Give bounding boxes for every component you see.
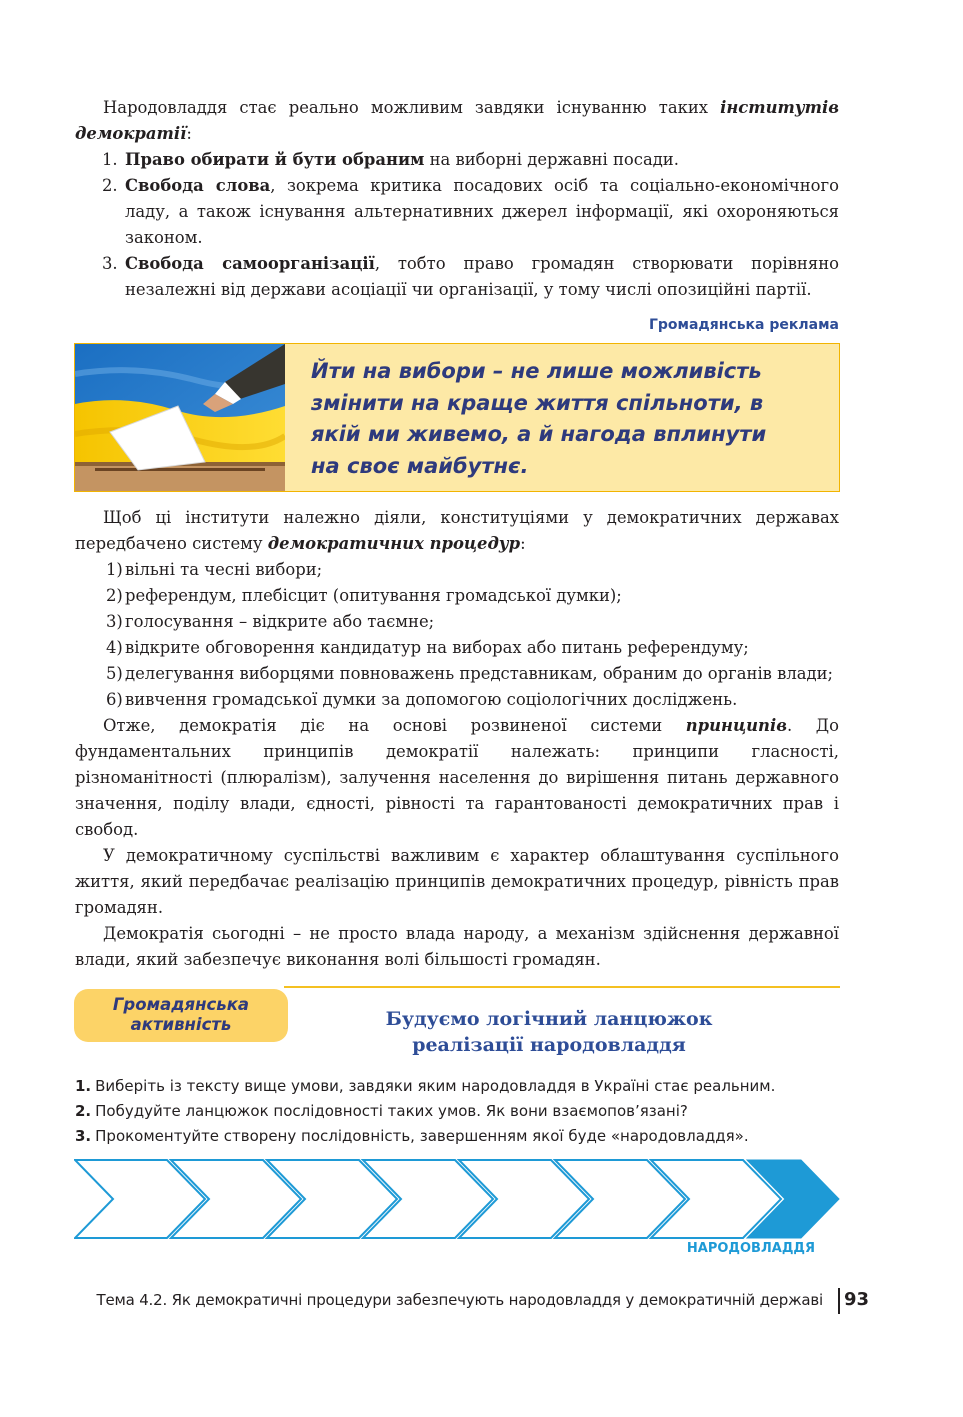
- list-item: 4) відкрите обговорення кандидатур на виборах або питань референдуму;: [106, 638, 749, 657]
- society-paragraph: У демократичному суспільстві важливим є характер облаштування суспільного життя, який передбачає реалізацію принципів демократичних процедур, рівність прав громадян.: [75, 846, 839, 917]
- task-list: [75, 1074, 855, 1149]
- activity-title: Будуємо логічний ланцюжок реалізації народовладдя: [385, 1008, 713, 1056]
- civic-ad-slogan: Йти на вибори – не лише можливість змінити на краще життя спільноти, в якій ми живемо, а й нагода вплинути на своє майбутнє.: [311, 359, 767, 478]
- principles-term: принципів: [685, 716, 787, 735]
- civic-ad-label: Громадянська реклама: [648, 317, 839, 333]
- activity-divider: [284, 986, 840, 988]
- civic-ad-box: [74, 343, 840, 492]
- chain-final-label: НАРОДОВЛАДДЯ: [686, 1241, 815, 1256]
- civic-activity-header: [74, 986, 840, 1056]
- chevron-chain: [74, 1159, 840, 1239]
- list-item: 6) вивчення громадської думки за допомогою соціологічних досліджень.: [106, 690, 738, 709]
- institutes-term: інститутів демократії: [75, 98, 839, 143]
- list-item: 3. Свобода самоорганізації, тобто право громадян створювати порівняно незалежні від держави асоціації чи організації, у тому числі опозиційні партії.: [102, 254, 839, 299]
- task-item: 1. Виберіть із тексту вище умови, завдяки яким народовладдя в Україні стає реальним.: [75, 1077, 776, 1095]
- procedures-term: демократичних процедур: [267, 534, 521, 553]
- procedures-intro: Щоб ці інститути належно діяли, конституціями у демократичних державах передбачено систему демократичних процедур:: [75, 508, 839, 553]
- civic-activity-badge: Громадянська активність: [74, 989, 288, 1042]
- task-item: 2. Побудуйте ланцюжок послідовності таких умов. Як вони взаємопов’язані?: [75, 1102, 688, 1120]
- list-item: 3) голосування – відкрите або таємне;: [106, 612, 435, 631]
- list-item: 5) делегування виборцями повноважень представникам, обраним до органів влади;: [106, 664, 834, 683]
- democracy-today-paragraph: Демократія сьогодні – не просто влада народу, а механізм здійснення державної влади, який забезпечує виконання волі більшості громадян.: [75, 924, 839, 969]
- list-item: 1) вільні та чесні вибори;: [106, 560, 323, 579]
- list-item: 2. Свобода слова, зокрема критика посадових осіб та соціально-економічного ладу, а також існування альтернативних джерел інформації, які охороняються законом.: [102, 176, 839, 247]
- list-item: 1. Право обирати й бути обраним на виборні державні посади.: [102, 150, 679, 169]
- intro-paragraph: Народовладдя стає реально можливим завдяки існуванню таких інститутів демократії:: [75, 98, 839, 143]
- page-number: 93: [844, 1289, 870, 1310]
- procedures-section: [75, 505, 839, 973]
- footer-divider: [838, 1288, 840, 1314]
- principles-paragraph: Отже, демократія діє на основі розвиненої системи принципів. До фундаментальних принципів демократії належать: принципи гласності, різноманітності (плюралізм), залучення населення до вирішення питань державного значення, поділу влади, єдності, рівності та гарантованості демократичних прав і свобод.: [75, 716, 839, 839]
- task-item: 3. Прокоментуйте створену послідовність, завершенням якої буде «народовладдя».: [75, 1127, 749, 1145]
- institutes-section: [75, 95, 839, 303]
- list-item: 2) референдум, плебісцит (опитування громадської думки);: [106, 586, 622, 605]
- ballot-flag-photo: [75, 344, 285, 491]
- footer-topic: Тема 4.2. Як демократичні процедури забезпечують народовладдя у демократичній державі: [96, 1291, 823, 1309]
- logic-chain-diagram: [74, 1159, 840, 1243]
